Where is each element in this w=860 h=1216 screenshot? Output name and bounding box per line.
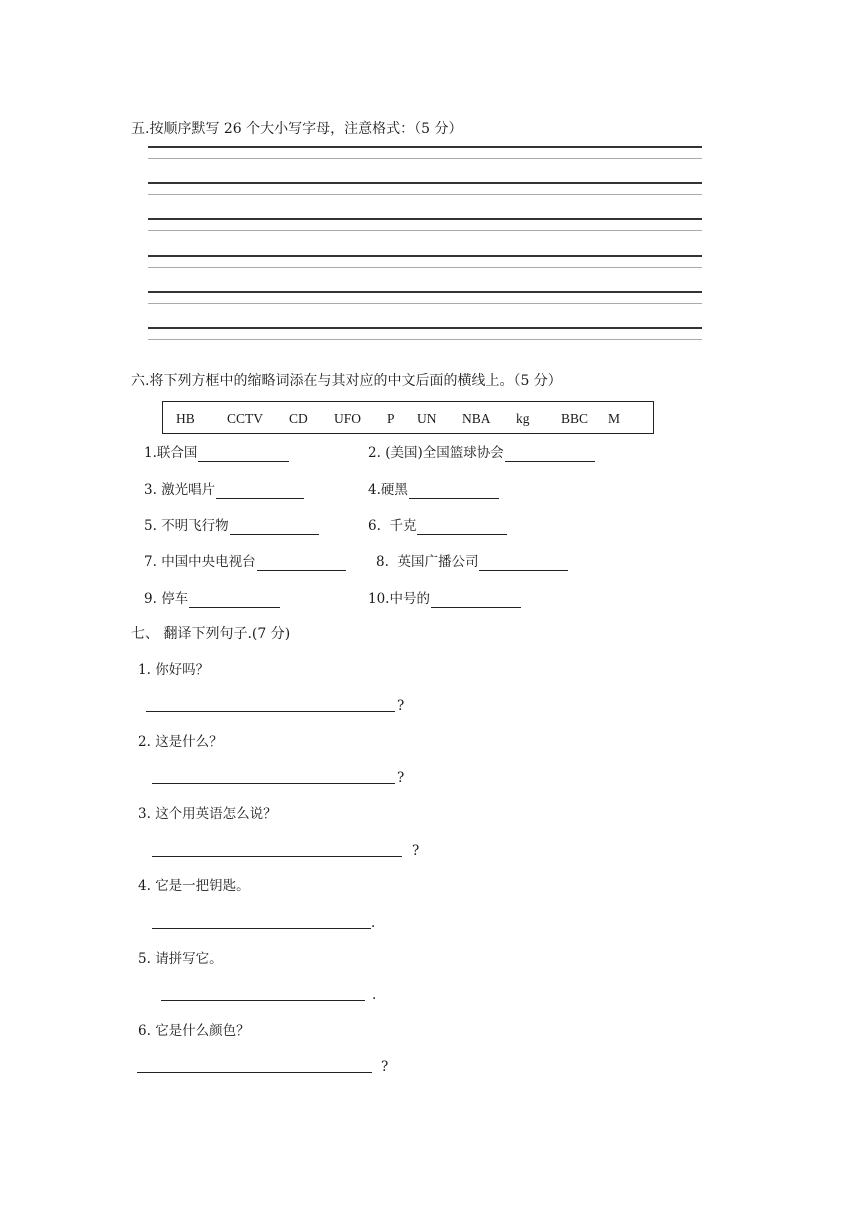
item-number: 5. <box>138 951 151 967</box>
abbreviation: BBC <box>561 411 589 426</box>
item-text: 请拼写它。 <box>155 951 223 967</box>
item-text: 激光唱片 <box>161 482 216 498</box>
answer-blank[interactable] <box>216 484 304 499</box>
end-punctuation: ? <box>412 843 420 859</box>
answer-blank[interactable] <box>417 520 507 535</box>
end-punctuation: ? <box>397 698 405 714</box>
answer-blank[interactable] <box>479 556 568 571</box>
item-number: 6. <box>138 1023 151 1039</box>
item-number: 9. <box>144 591 157 607</box>
item-text: 你好吗？ <box>155 662 210 678</box>
end-punctuation: . <box>371 915 376 931</box>
answer-blank[interactable] <box>505 447 595 462</box>
writing-line <box>148 303 702 304</box>
match-item <box>376 553 568 571</box>
translate-prompt <box>138 1022 250 1040</box>
item-number: 7. <box>144 554 157 570</box>
item-text: 中号的 <box>389 591 430 607</box>
abbreviation: UN <box>417 411 437 426</box>
item-number: 3. <box>138 806 151 822</box>
writing-line <box>148 339 702 340</box>
translate-prompt <box>138 950 223 968</box>
writing-line <box>148 255 702 257</box>
abbreviation: CCTV <box>227 411 264 426</box>
writing-line <box>148 267 702 268</box>
section6-title: 六.将下列方框中的缩略词添在与其对应的中文后面的横线上。（5 分） <box>131 373 562 389</box>
abbreviation: UFO <box>334 411 362 426</box>
writing-line <box>148 291 702 293</box>
translate-prompt <box>138 661 209 679</box>
match-item <box>368 481 499 499</box>
answer-blank[interactable] <box>409 484 499 499</box>
translation-answer-line[interactable] <box>161 1000 365 1001</box>
item-text: 联合国 <box>156 445 198 461</box>
translate-prompt <box>138 805 277 823</box>
item-text: 不明飞行物 <box>161 518 229 534</box>
section7-title: 七、 翻译下列句子.(7 分) <box>131 626 291 642</box>
translation-answer-line[interactable] <box>137 1072 372 1073</box>
item-text: 它是什么颜色？ <box>155 1023 250 1039</box>
match-item <box>144 553 346 571</box>
end-punctuation: ? <box>381 1059 389 1075</box>
translation-answer-line[interactable] <box>152 856 402 857</box>
item-number: 2. <box>138 734 151 750</box>
answer-blank[interactable] <box>431 593 521 608</box>
match-item <box>144 590 280 608</box>
match-item <box>144 481 304 499</box>
match-item <box>368 444 595 462</box>
writing-line <box>148 327 702 329</box>
translate-prompt <box>138 733 223 751</box>
match-item <box>368 590 521 608</box>
abbreviation-box <box>162 401 654 434</box>
match-item <box>144 444 289 462</box>
abbreviation: NBA <box>462 411 491 426</box>
writing-line <box>148 158 702 159</box>
translate-prompt <box>138 877 250 895</box>
writing-line <box>148 230 702 231</box>
match-item <box>144 517 319 535</box>
abbreviation: M <box>608 411 621 426</box>
item-number: 6. <box>368 518 381 534</box>
answer-blank[interactable] <box>257 556 346 571</box>
item-number: 4. <box>138 878 151 894</box>
item-number: 2. <box>368 445 381 461</box>
item-text: 中国中央电视台 <box>161 554 256 570</box>
item-number: 3. <box>144 482 157 498</box>
item-number: 1. <box>144 445 157 461</box>
end-punctuation: ? <box>397 770 405 786</box>
answer-blank[interactable] <box>189 593 280 608</box>
translation-answer-line[interactable] <box>152 928 371 929</box>
item-text: (美国)全国篮球协会 <box>385 445 504 461</box>
writing-line <box>148 194 702 195</box>
item-text: 硬黑 <box>380 482 408 498</box>
end-punctuation: . <box>372 987 377 1003</box>
abbreviation: P <box>387 411 395 426</box>
item-text: 这个用英语怎么说？ <box>155 806 277 822</box>
section5-title: 五.按顺序默写 26 个大小写字母，注意格式：（5 分） <box>131 121 463 137</box>
item-number: 8. <box>376 554 389 570</box>
item-number: 5. <box>144 518 157 534</box>
writing-line <box>148 218 702 220</box>
match-item <box>368 517 507 535</box>
translation-answer-line[interactable] <box>152 783 395 784</box>
item-text: 千克 <box>389 518 417 534</box>
abbreviation: CD <box>289 411 308 426</box>
abbreviation: kg <box>516 411 530 426</box>
writing-line <box>148 146 702 148</box>
item-number: 1. <box>138 662 151 678</box>
item-number: 4. <box>368 482 381 498</box>
item-number: 10. <box>368 591 390 607</box>
answer-blank[interactable] <box>230 520 319 535</box>
item-text: 它是一把钥匙。 <box>155 878 250 894</box>
item-text: 英国广播公司 <box>397 554 479 570</box>
item-text: 停车 <box>161 591 189 607</box>
answer-blank[interactable] <box>198 447 289 462</box>
abbreviation: HB <box>176 411 195 426</box>
translation-answer-line[interactable] <box>146 711 395 712</box>
writing-line <box>148 182 702 184</box>
item-text: 这是什么？ <box>155 734 223 750</box>
